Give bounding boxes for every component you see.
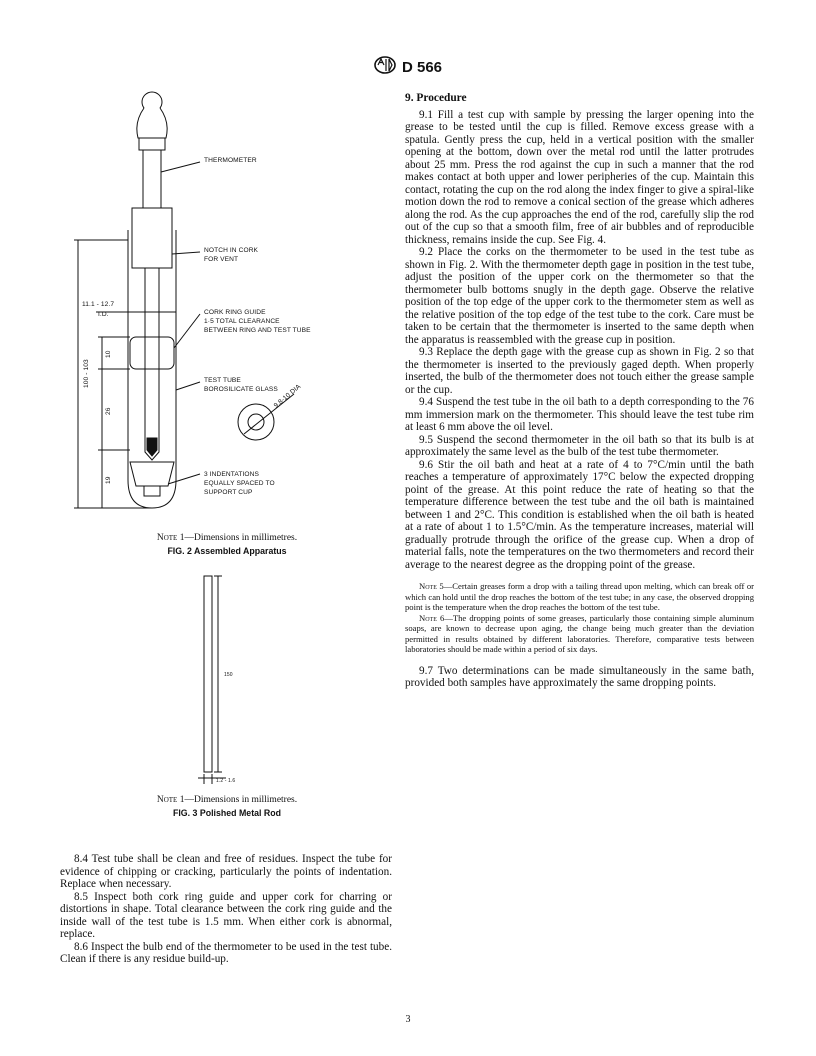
label-guide-line-2: 1·5 TOTAL CLEARANCE: [204, 318, 280, 325]
procedure-section: [405, 92, 754, 690]
figure-3-drawing: [196, 572, 256, 790]
label-guide-line-3: BETWEEN RING AND TEST TUBE: [204, 327, 311, 334]
paragraph-9-4: 9.4 Suspend the test tube in the oil bath to a depth corresponding to the 76 mm immersion mark on the thermometer. This should leave the test tube rim at least 6 mm above the oil level.: [405, 396, 754, 433]
dim-26: 26: [105, 407, 112, 415]
label-tube-line-1: TEST TUBE: [204, 377, 241, 384]
paragraph-9-3: 9.3 Replace the depth gage with the grease cup as shown in Fig. 2 so that the thermometer is inserted to the previously gaged depth. When properly inserted, the bulb of the thermometer does not touch either the grease sample or the cup.: [405, 346, 754, 396]
paragraph-8-4: 8.4 Test tube shall be clean and free of residues. Inspect the tube for evidence of chipping or cracking, particularly the points of indentation. Replace when necessary.: [60, 853, 392, 890]
label-guide-line-1: CORK RING GUIDE: [204, 309, 266, 316]
dim-10: 10: [105, 350, 112, 358]
label-indent-line-2: EQUALLY SPACED TO: [204, 480, 275, 487]
page-header: [0, 56, 816, 79]
label-notch-line-1: NOTCH IN CORK: [204, 247, 259, 254]
dim-inner-diameter-sub: I.D.: [98, 311, 109, 318]
label-indent-line-1: 3 INDENTATIONS: [204, 471, 260, 478]
label-thermometer: THERMOMETER: [204, 157, 257, 164]
paragraph-9-7: 9.7 Two determinations can be made simultaneously in the same bath, provided both samples have approximately the same dropping points.: [405, 664, 754, 689]
label-tube-line-2: BOROSILICATE GLASS: [204, 386, 278, 393]
figure-2-caption: FIG. 2 Assembled Apparatus: [167, 546, 287, 556]
figure-2-note: Note 1—Dimensions in millimetres.: [156, 533, 298, 543]
label-notch-line-2: FOR VENT: [204, 256, 239, 263]
notes-block: [405, 581, 754, 655]
paragraph-9-5: 9.5 Suspend the second thermometer in the oil bath so that its bulb is at approximately the same level as the bulb of the test tube thermometer.: [405, 433, 754, 458]
dim-19: 19: [105, 476, 112, 484]
section-title: 9. Procedure: [405, 92, 467, 104]
figure-2-drawing: [72, 90, 382, 530]
paragraph-9-2: 9.2 Place the corks on the thermometer to be used in the test tube as shown in Fig. 2. With the thermometer depth gage in position in the test tube, adjust the position of the upper cork on the thermometer so that the thermometer bulb bottoms snugly in the depth gage. Observe the relative position of the top edge of the upper cork to the thermometer stem as well as the relative position of the top edge of the test tube to the cork. Care must be taken to be certain that the thermometer is inserted to the same depth when the apparatus is reassembled with the grease cup in position.: [405, 246, 754, 346]
paragraph-9-1: 9.1 Fill a test cup with sample by pressing the larger opening into the grease to be tested until the cup is filled. Remove excess grease with a spatula. Gently press the cup, held in a vertical position with the smaller opening at the bottom, down over the metal rod until the latter protrudes about 25 mm. Press the rod against the cup in such a manner that the rod makes contact at both upper and lower peripheries of the cup. Maintain this contact, rotating the cup on the rod along the index finger to give a spiral-like motion down the rod to remove a conical section of the grease which adheres along the rod. As the cup approaches the end of the rod, carefully slip the rod out of the cup so that a smooth film, free of air bubbles and of reproducible thickness, remains inside the cup. See Fig. 4.: [405, 108, 754, 246]
dim-diameter: 9.8-10 DIA: [272, 383, 303, 410]
figure-3-note: Note 1—Dimensions in millimetres.: [156, 795, 298, 805]
dim-total-length: 100 - 103: [83, 359, 90, 388]
note-6: Note 6—The dropping points of some greases, particularly those containing simple aluminum soaps, are known to decrease upon aging, the change being much greater than the deviation permitted in results obtained by different laboratories. Therefore, comparative tests between laboratories should be made within a period of six days.: [405, 612, 754, 654]
paragraph-8-5: 8.5 Inspect both cork ring guide and upper cork for charring or distortions in shape. Total clearance between the cork ring guide and the inside wall of the test tube is 1.5 mm. When either cork is abnormal, replace.: [60, 890, 392, 940]
standard-number: D 566: [401, 59, 443, 76]
dim-rod-length: 150: [224, 672, 233, 678]
dim-rod-width: 1.2 - 1.6: [216, 778, 236, 784]
left-column-text: [60, 853, 392, 966]
dim-inner-diameter: 11.1 - 12.7: [82, 301, 115, 308]
figure-3-caption: FIG. 3 Polished Metal Rod: [172, 808, 282, 818]
paragraph-9-6: 9.6 Stir the oil bath and heat at a rate of 4 to 7°C/min until the bath reaches a temperature of approximately 17°C below the expected dropping point of the grease. At this point reduce the rate of heating so that the temperature difference between the test tube and the oil bath is maintained between 1 and 2°C. This condition is established when the oil bath is heated at a rate of about 1 to 1.5°C/min. As the temperature increases, material will gradually protrude through the orifice of the grease cup. When a drop of material falls, note the temperatures on the two thermometers and record their average to the nearest degree as the dropping point of the grease.: [405, 458, 754, 571]
astm-logo-icon: [374, 56, 396, 79]
page-number: 3: [405, 1014, 411, 1025]
paragraph-8-6: 8.6 Inspect the bulb end of the thermometer to be used in the test tube. Clean if there is any residue build-up.: [60, 940, 392, 965]
note-5: Note 5—Certain greases form a drop with a tailing thread upon melting, which can break off or which can hold until the drop reaches the bottom of the test tube; in any case, the observed dropping point is the temperature when the drop reaches the bottom of the test tube.: [405, 581, 754, 612]
label-indent-line-3: SUPPORT CUP: [204, 489, 253, 496]
